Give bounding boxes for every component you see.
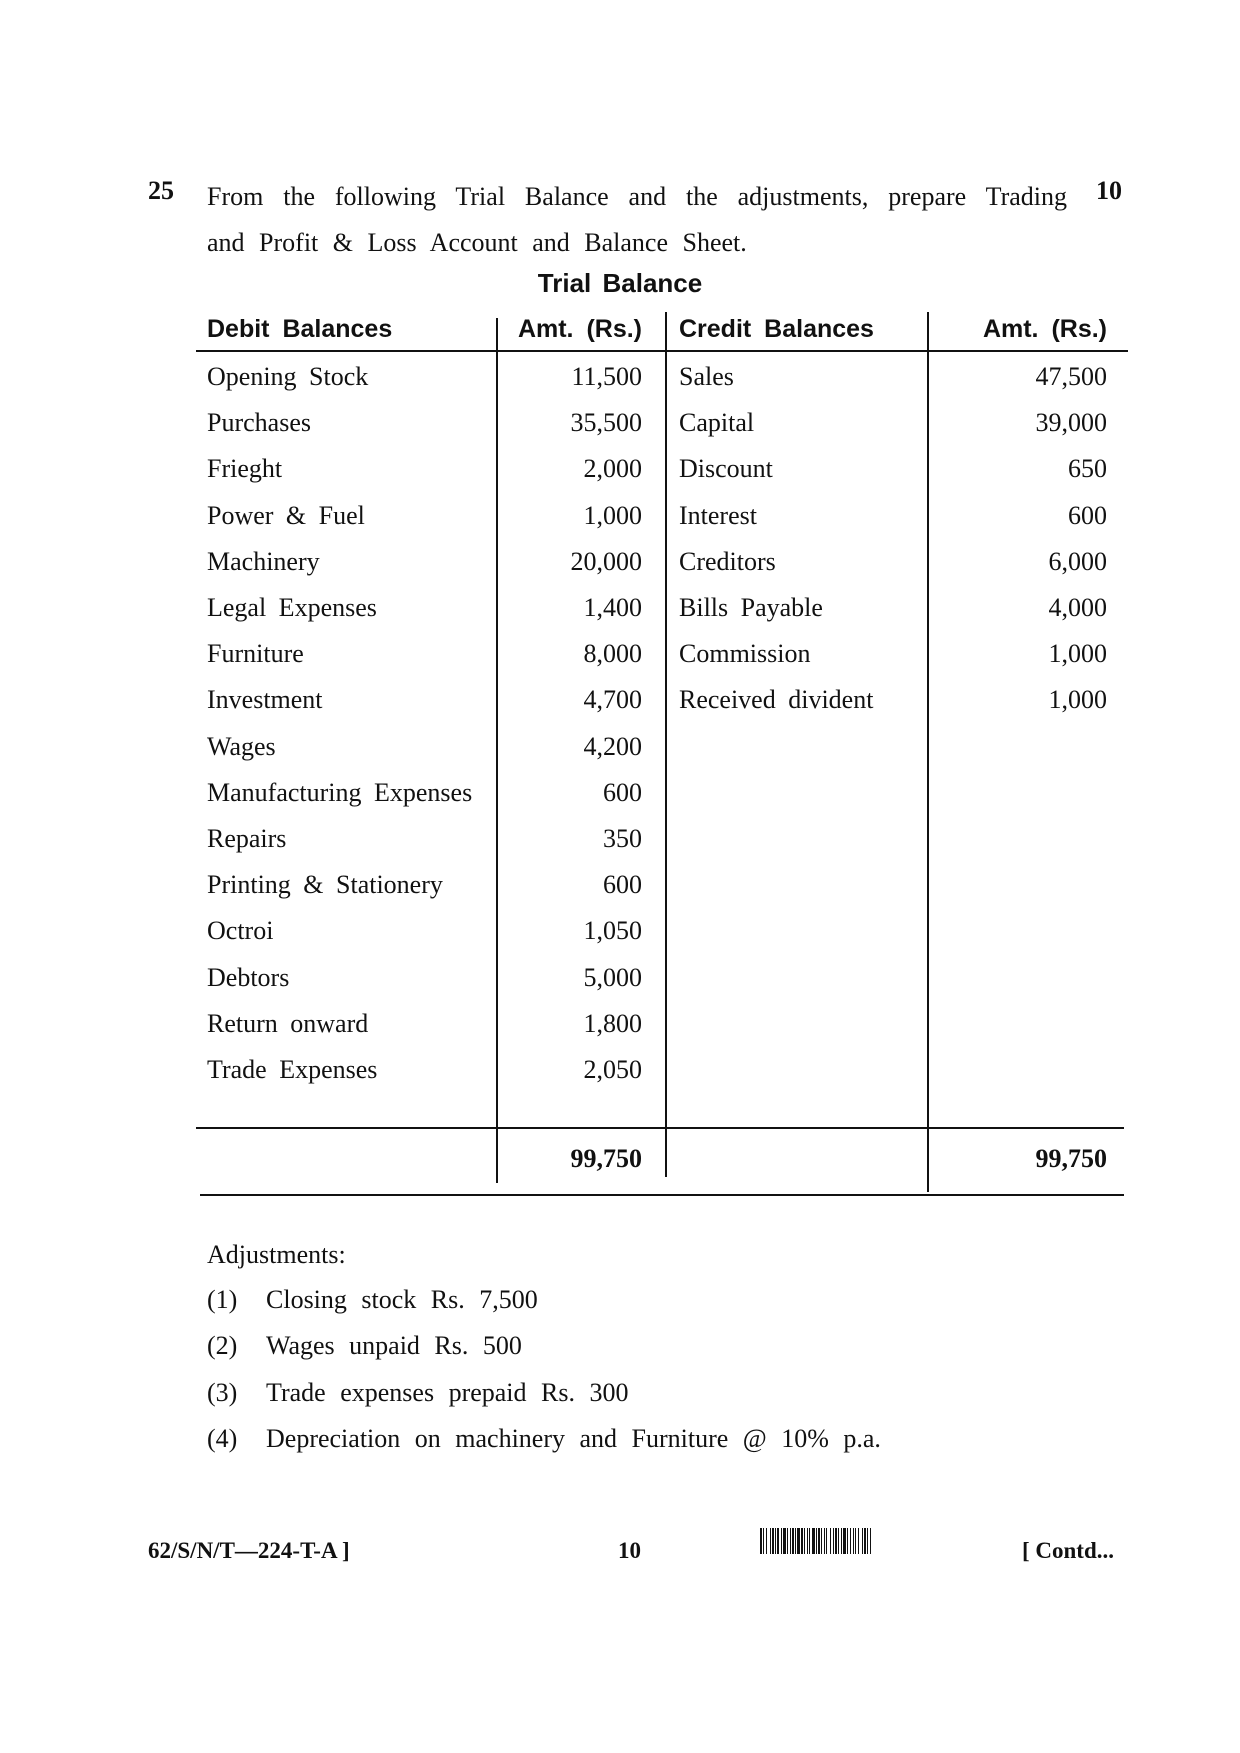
debit-row-label: Purchases bbox=[207, 408, 311, 438]
debit-row-label: Manufacturing Expenses bbox=[207, 777, 473, 807]
debit-row-amount: 11,500 bbox=[571, 362, 642, 391]
col-divider-3 bbox=[927, 312, 929, 1192]
debit-row-label: Printing & Stationery bbox=[207, 870, 443, 900]
credit-total: 99,750 bbox=[1035, 1144, 1107, 1173]
question-text bbox=[207, 174, 1067, 266]
debit-row-label: Wages bbox=[207, 731, 276, 761]
header-credit-amount: Amt. (Rs.) bbox=[982, 315, 1107, 343]
adjustment-text: Wages unpaid Rs. 500 bbox=[266, 1331, 522, 1361]
adjustment-text: Closing stock Rs. 7,500 bbox=[266, 1285, 538, 1314]
debit-row-label: Legal Expenses bbox=[207, 593, 377, 622]
adjustments-heading: Adjustments: bbox=[207, 1240, 346, 1269]
credit-row-label: Capital bbox=[679, 408, 755, 438]
debit-row-label: Return onward bbox=[207, 1008, 369, 1038]
col-divider-1 bbox=[496, 318, 498, 1183]
adjustment-text: Trade expenses prepaid Rs. 300 bbox=[266, 1377, 629, 1407]
credit-row-label: Discount bbox=[679, 454, 773, 484]
debit-row-label: Power & Fuel bbox=[207, 500, 365, 530]
header-credit-balances: Credit Balances bbox=[679, 315, 874, 343]
total-top-rule bbox=[196, 1127, 1124, 1129]
debit-row-amount: 20,000 bbox=[570, 546, 642, 576]
header-debit-amount: Amt. (Rs.) bbox=[517, 315, 642, 343]
contd-label: [ Contd... bbox=[1022, 1538, 1115, 1563]
adjustment-number: (2) bbox=[207, 1331, 238, 1361]
barcode bbox=[760, 1528, 992, 1554]
credit-row-label: Commission bbox=[679, 639, 811, 669]
credit-row-amount: 47,500 bbox=[1035, 362, 1107, 391]
adjustment-number: (1) bbox=[207, 1285, 238, 1314]
credit-row-amount: 4,000 bbox=[1048, 593, 1107, 622]
adjustment-text: Depreciation on machinery and Furniture @ 10% p.a. bbox=[266, 1423, 881, 1453]
debit-row-amount: 1,800 bbox=[583, 1008, 642, 1038]
debit-row-amount: 5,000 bbox=[583, 962, 642, 992]
debit-row-label: Octroi bbox=[207, 916, 274, 946]
debit-row-amount: 4,200 bbox=[583, 731, 642, 761]
debit-row-label: Machinery bbox=[207, 546, 320, 576]
credit-row-amount: 39,000 bbox=[1035, 408, 1107, 438]
credit-row-amount: 600 bbox=[1068, 500, 1107, 530]
debit-row-amount: 350 bbox=[603, 824, 642, 853]
debit-row-label: Trade Expenses bbox=[207, 1055, 378, 1084]
credit-row-label: Sales bbox=[679, 362, 734, 391]
header-debit-balances: Debit Balances bbox=[207, 315, 393, 343]
paper-code: 62/S/N/T—224-T-A ] bbox=[148, 1538, 350, 1563]
table-title: Trial Balance bbox=[537, 268, 703, 298]
debit-row-label: Investment bbox=[207, 685, 323, 715]
debit-row-label: Frieght bbox=[207, 454, 283, 484]
debit-row-amount: 2,050 bbox=[583, 1055, 642, 1084]
debit-row-amount: 35,500 bbox=[570, 408, 642, 438]
debit-row-amount: 600 bbox=[603, 777, 642, 807]
credit-row-label: Bills Payable bbox=[679, 593, 823, 622]
debit-total: 99,750 bbox=[570, 1144, 642, 1173]
debit-row-label: Repairs bbox=[207, 824, 287, 853]
total-bottom-rule bbox=[200, 1194, 1124, 1196]
debit-row-label: Opening Stock bbox=[207, 362, 369, 391]
credit-row-amount: 650 bbox=[1068, 454, 1107, 484]
credit-row-label: Received divident bbox=[679, 685, 874, 715]
question-text-line1: From the following Trial Balance and the adjustments, prepare Trading bbox=[207, 182, 1067, 211]
credit-row-amount: 1,000 bbox=[1048, 639, 1107, 669]
debit-row-amount: 1,000 bbox=[583, 500, 642, 530]
question-marks: 10 bbox=[1096, 176, 1122, 205]
question-number: 25 bbox=[148, 176, 174, 205]
debit-row-label: Debtors bbox=[207, 962, 290, 992]
debit-row-amount: 1,050 bbox=[583, 916, 642, 946]
adjustment-number: (4) bbox=[207, 1423, 238, 1453]
question-text-line2: and Profit & Loss Account and Balance Sheet. bbox=[207, 228, 747, 257]
credit-row-amount: 1,000 bbox=[1048, 685, 1107, 715]
page-number: 10 bbox=[618, 1538, 641, 1563]
header-rule bbox=[196, 350, 1128, 352]
col-divider-2 bbox=[665, 312, 667, 1177]
debit-row-label: Furniture bbox=[207, 639, 304, 669]
debit-row-amount: 8,000 bbox=[583, 639, 642, 669]
credit-row-label: Creditors bbox=[679, 546, 776, 576]
debit-row-amount: 600 bbox=[603, 870, 642, 900]
debit-row-amount: 2,000 bbox=[583, 454, 642, 484]
credit-row-amount: 6,000 bbox=[1048, 546, 1107, 576]
debit-row-amount: 4,700 bbox=[583, 685, 642, 715]
adjustment-number: (3) bbox=[207, 1377, 238, 1407]
credit-row-label: Interest bbox=[679, 500, 757, 530]
debit-row-amount: 1,400 bbox=[583, 593, 642, 622]
